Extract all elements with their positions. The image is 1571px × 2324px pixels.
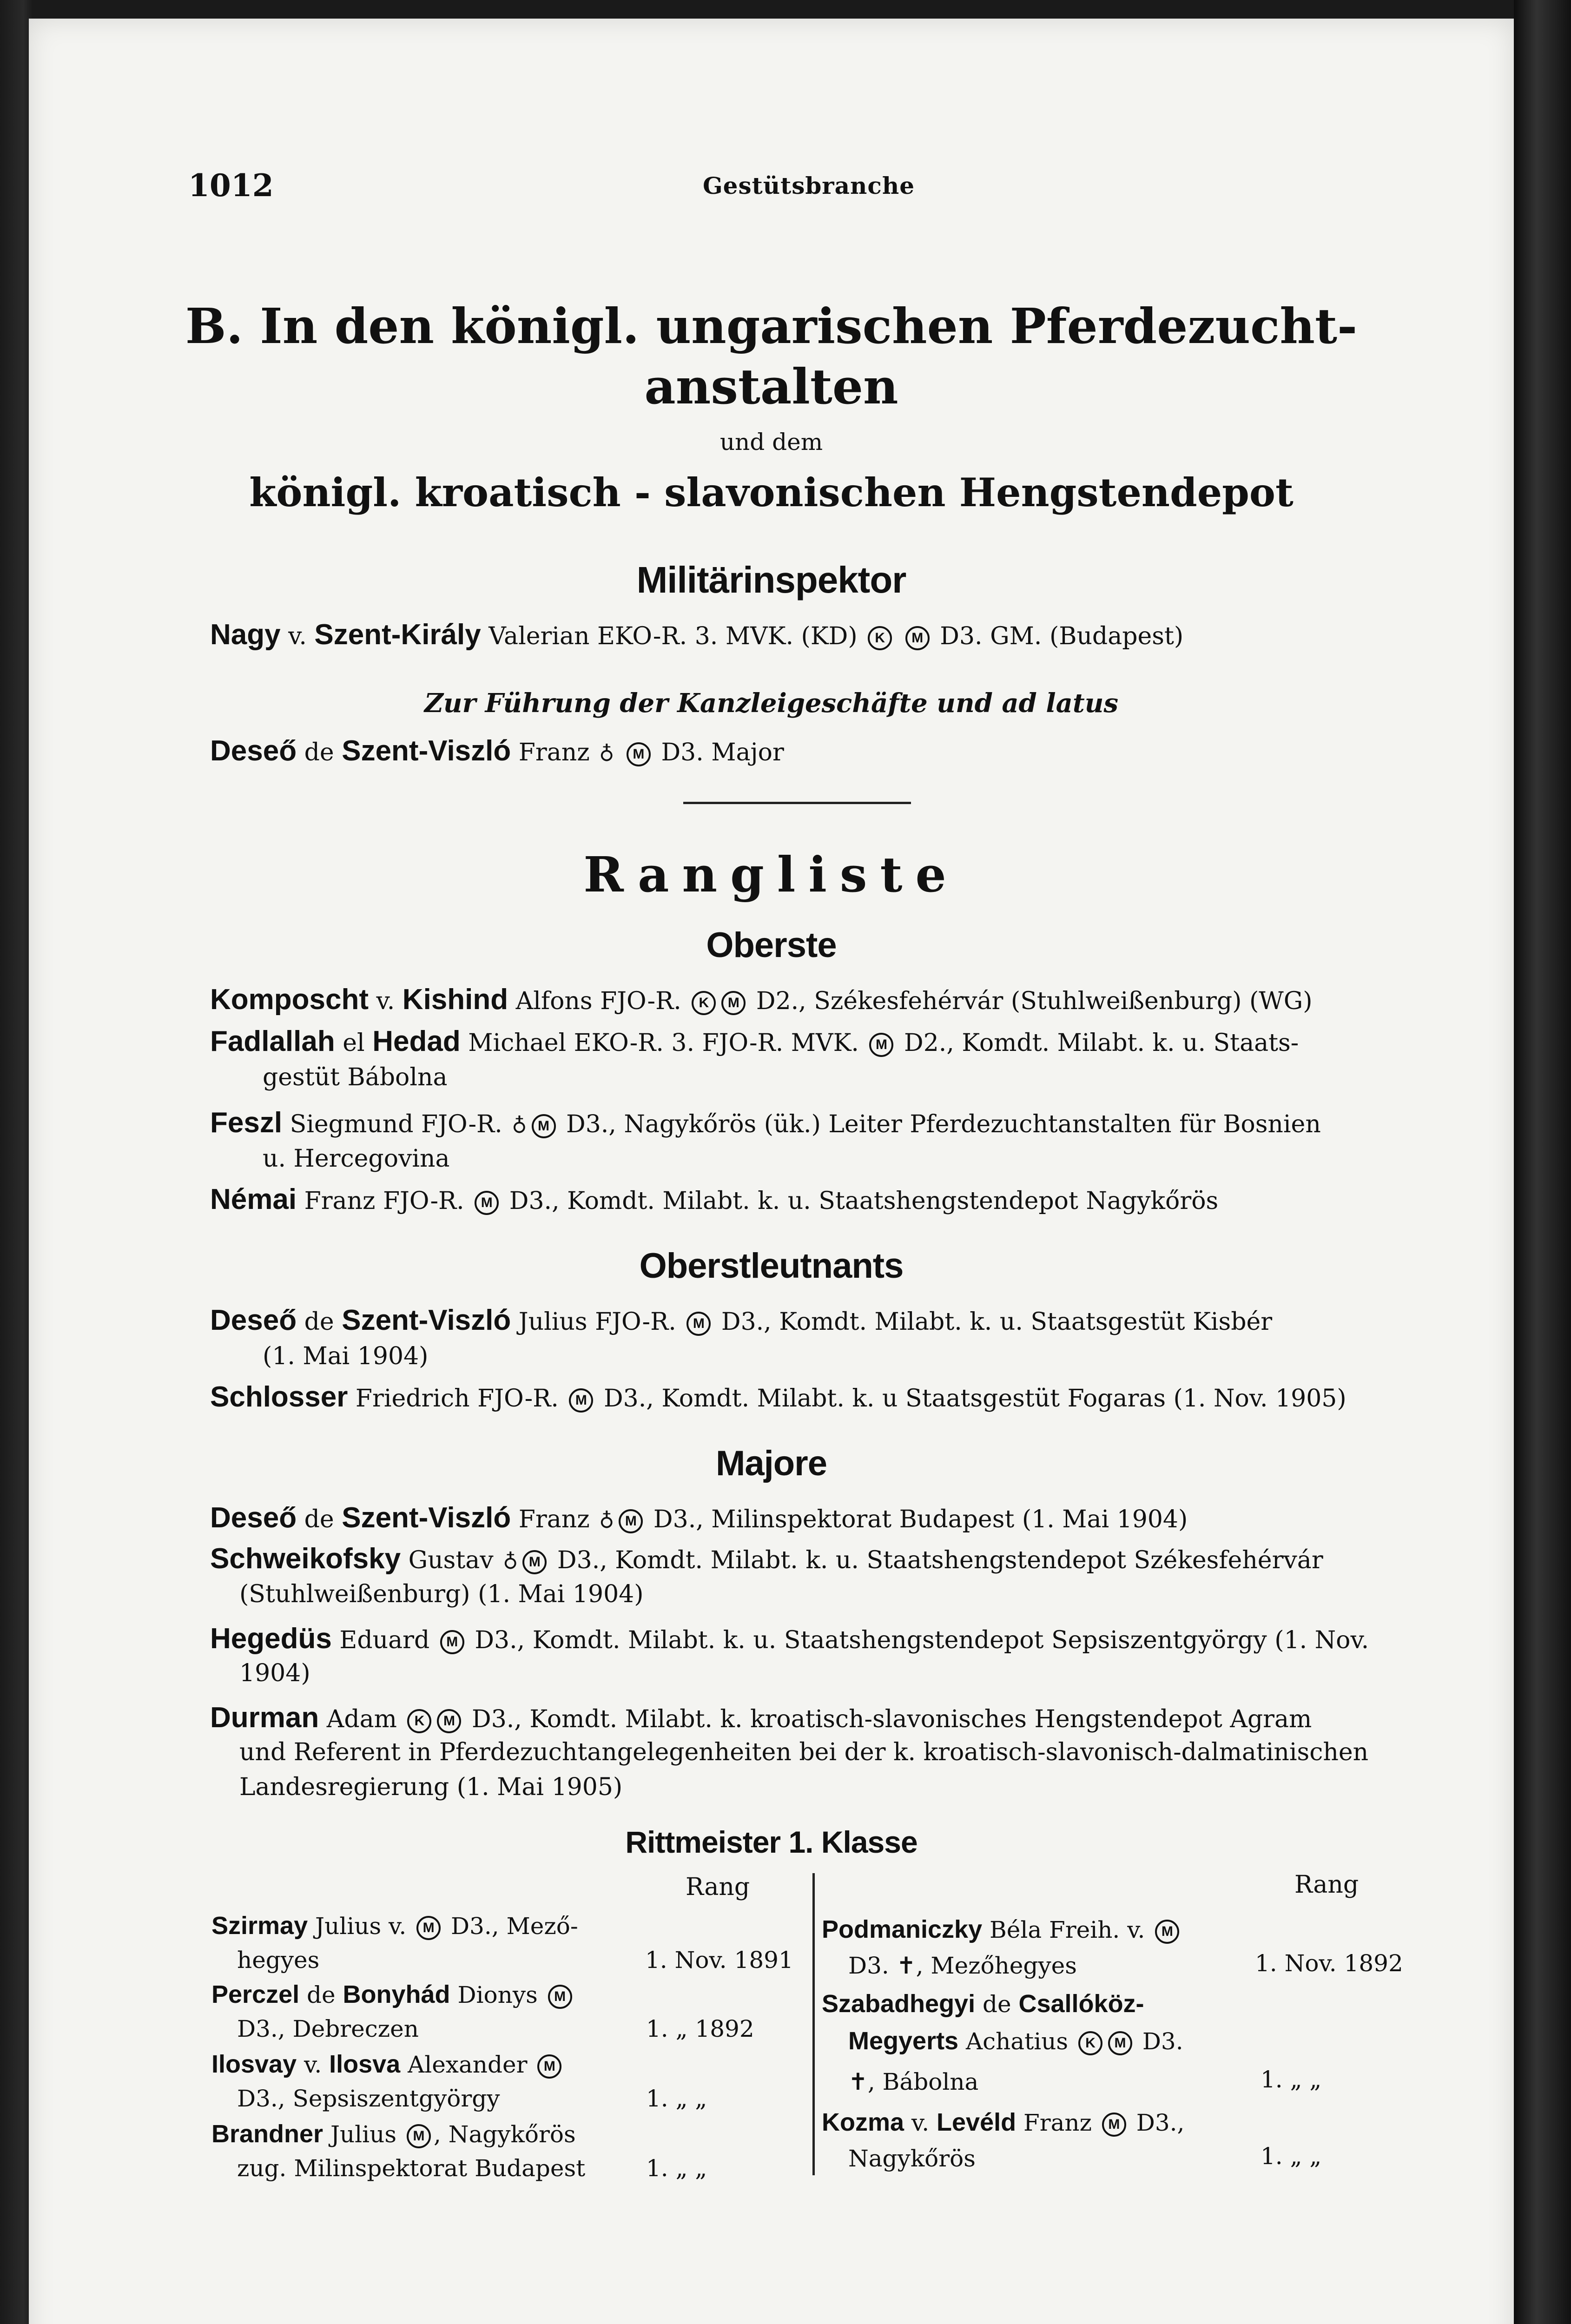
rittmeister-left-1-rank: 1. Nov. 1891 — [645, 1947, 793, 1974]
page-number: 1012 — [188, 167, 274, 204]
entry-text: Michael EKO-R. 3. FJO-R. MVK. — [460, 1029, 867, 1057]
entry-name-2: Bonyhád — [343, 1981, 450, 2008]
military-merit-icon: M — [627, 742, 651, 766]
rittmeister-right-2-cont-2: ✝, Bábolna — [848, 2068, 979, 2095]
entry-prefix: v. — [288, 622, 307, 650]
entry-text: Gustav — [401, 1546, 502, 1574]
rangliste-heading: Rangliste — [583, 846, 959, 903]
rittmeister-left-4-cont: zug. Milinspektorat Budapest — [237, 2155, 586, 2182]
military-merit-icon: M — [686, 1312, 711, 1336]
entry-tail: D3., Komdt. Milabt. k. u. Staatshengstendepot Nagykőrös — [502, 1187, 1219, 1215]
military-merit-icon: M — [532, 1114, 556, 1138]
entry-prefix: v. — [904, 2109, 937, 2136]
entry-text: Dionys — [450, 1981, 545, 2008]
rittmeister-right-1 — [822, 1915, 1182, 1944]
entry-text: Julius v. — [308, 1913, 414, 1940]
entry-tail: D3., Komdt. Milabt. k. u. Staatshengstendepot Sepsiszentgyörgy (1. Nov. — [467, 1626, 1369, 1654]
entry-text: Franz — [511, 1505, 598, 1533]
entry-name: Ilosvay — [211, 2050, 297, 2078]
entry-text: Eduard — [331, 1626, 437, 1654]
entry-text: Adam — [319, 1705, 405, 1733]
entry-name: Nagy — [210, 619, 281, 651]
entry-text: Siegmund FJO-R. — [282, 1110, 510, 1138]
entry-name-2: Levéld — [937, 2108, 1017, 2136]
entry-first: Franz — [518, 739, 590, 766]
entry-name: Feszl — [210, 1107, 283, 1139]
entry-name-2: Hedad — [372, 1025, 461, 1057]
entry-tail: D3., Komdt. Milabt. k. u. Staatshengstendepot Székesfehérvár — [549, 1546, 1323, 1574]
section-heading-rittmeister: Rittmeister 1. Klasse — [625, 1825, 918, 1859]
military-merit-icon: M — [1102, 2113, 1126, 2137]
military-merit-icon: M — [437, 1709, 461, 1733]
entry-name: Deseő — [210, 735, 297, 767]
oberst-entry-1 — [210, 983, 1313, 1016]
entry-name: Hegedüs — [210, 1623, 332, 1655]
entry-prefix: v. — [297, 2051, 330, 2078]
oberstleutnant-entry-1 — [210, 1304, 1272, 1337]
rittmeister-left-2 — [211, 1980, 575, 2009]
major-entry-4 — [210, 1701, 1312, 1734]
major-entry-4-cont: und Referent in Pferdezuchtangelegenheiten bei der k. kroatisch-slavonisch-dalmatinischen — [239, 1738, 1369, 1766]
entry-name-3: Megyerts — [848, 2027, 959, 2055]
entry-tail: D3., Komdt. Milabt. k. u. Staatsgestüt Kisbér — [713, 1308, 1273, 1336]
entry-text: Franz — [1016, 2109, 1099, 2136]
entry-text: Julius FJO-R. — [511, 1308, 684, 1336]
entry-name-2: Szent-Viszló — [342, 1502, 511, 1534]
oberst-entry-3 — [210, 1106, 1321, 1139]
divider-rule — [683, 802, 911, 804]
adlatus-heading: Zur Führung der Kanzleigeschäfte und ad latus — [424, 688, 1118, 719]
entry-name-2: Ilosva — [329, 2050, 401, 2078]
military-merit-icon: M — [407, 2124, 431, 2148]
section-heading-oberste: Oberste — [706, 925, 837, 965]
entry-tail: , Nagykőrös — [433, 2121, 576, 2148]
entry-tail: D3., Nagykőrös (ük.) Leiter Pferdezuchtanstalten für Bosnien — [558, 1110, 1321, 1138]
major-entry-2 — [210, 1542, 1323, 1575]
entry-name: Fadlallah — [210, 1025, 335, 1057]
oberstleutnant-entry-1-cont: (1. Mai 1904) — [263, 1342, 429, 1370]
title-line-1: B. In den königl. ungarischen Pferdezucht- — [185, 297, 1358, 355]
entry-tail: D3. Major — [661, 739, 784, 766]
running-head: Gestütsbranche — [702, 172, 915, 199]
entry-prefix: de — [304, 739, 334, 766]
entry-name: Brandner — [211, 2120, 323, 2148]
entry-tail: D3. GM. (Budapest) — [940, 622, 1184, 650]
entry-name-2: Csallóköz- — [1018, 1990, 1144, 2018]
adlatus-entry — [210, 734, 784, 767]
entry-tail: D3., Komdt. Milabt. k. kroatisch-slavonisches Hengstendepot Agram — [464, 1705, 1312, 1733]
entry-tail: D2., Székesfehérvár (Stuhlweißenburg) (WG) — [748, 987, 1313, 1015]
rittmeister-left-1-cont: hegyes — [237, 1947, 320, 1974]
knight-cross-icon: K — [1078, 2031, 1102, 2055]
entry-prefix: de — [299, 1981, 343, 2008]
military-merit-icon: M — [548, 1985, 572, 2009]
entry-name: Szirmay — [211, 1912, 308, 1940]
rittmeister-right-2-cont — [848, 2027, 1183, 2055]
rittmeister-right-3-cont: Nagykőrös — [848, 2145, 976, 2172]
entry-name-2: Kishind — [402, 984, 508, 1016]
entry-tail: D3., Milinspektorat Budapest (1. Mai 1904) — [646, 1505, 1188, 1533]
column-divider — [812, 1873, 815, 2175]
section-heading-oberstleutnants: Oberstleutnants — [639, 1246, 904, 1286]
entry-name: Perczel — [211, 1981, 300, 2008]
scan-edge — [1514, 0, 1571, 2324]
military-merit-icon: M — [1108, 2031, 1132, 2055]
military-merit-icon: M — [522, 1550, 547, 1574]
order-icon: ♁ — [599, 1509, 614, 1533]
entry-text: Béla Freih. v. — [982, 1916, 1153, 1943]
rang-label-right: Rang — [1294, 1871, 1359, 1899]
entry-text: Valerian EKO-R. 3. MVK. (KD) — [488, 622, 858, 650]
military-merit-icon: M — [416, 1916, 441, 1940]
rittmeister-left-3 — [211, 2050, 564, 2079]
order-icon: ♁ — [599, 742, 614, 766]
entry-name-2: Szent-Viszló — [342, 735, 511, 767]
entry-name-2: Szent-Király — [314, 619, 481, 651]
major-entry-3-cont: 1904) — [239, 1659, 310, 1687]
military-merit-icon: M — [721, 991, 746, 1015]
entry-tail: D3., Komdt. Milabt. k. u Staatsgestüt Fogaras (1. Nov. 1905) — [596, 1385, 1347, 1413]
military-merit-icon: M — [1155, 1920, 1179, 1944]
entry-tail: D3., Mező- — [443, 1913, 578, 1940]
entry-name: Szabadhegyi — [822, 1990, 976, 2018]
title-line-2: anstalten — [644, 358, 898, 415]
entry-name: Deseő — [210, 1304, 297, 1336]
rittmeister-left-4 — [211, 2119, 576, 2148]
major-entry-3 — [210, 1622, 1369, 1655]
oberst-entry-3-cont: u. Hercegovina — [263, 1145, 450, 1173]
rittmeister-right-3 — [822, 2108, 1184, 2137]
entry-tail: D3. — [1135, 2028, 1183, 2055]
entry-name: Némai — [210, 1183, 297, 1215]
entry-name: Durman — [210, 1702, 319, 1734]
entry-tail: D3., — [1129, 2109, 1185, 2136]
military-merit-icon: M — [869, 1033, 893, 1057]
military-merit-icon: M — [440, 1630, 464, 1654]
title-und: und dem — [719, 429, 823, 456]
entry-text: Franz FJO-R. — [297, 1187, 472, 1215]
major-entry-1 — [210, 1501, 1188, 1534]
order-icon: ♁ — [503, 1550, 518, 1574]
entry-name: Schweikofsky — [210, 1543, 401, 1575]
entry-name: Kozma — [822, 2108, 904, 2136]
rittmeister-right-2 — [822, 1989, 1144, 2018]
inspector-entry — [210, 618, 1183, 651]
rittmeister-right-2-rank: 1. „ „ — [1261, 2066, 1322, 2093]
heading-militarinspektor: Militärinspektor — [636, 559, 906, 601]
oberstleutnant-entry-2 — [210, 1380, 1347, 1413]
entry-text: Alfons FJO-R. — [508, 987, 689, 1015]
rittmeister-left-3-cont: D3., Sepsiszentgyörgy — [237, 2085, 500, 2112]
oberst-entry-2-cont: gestüt Bábolna — [263, 1063, 448, 1091]
title-line-3: königl. kroatisch - slavonischen Hengstendepot — [249, 469, 1294, 515]
entry-prefix: de — [297, 1308, 342, 1336]
major-entry-4-cont-2: Landesregierung (1. Mai 1905) — [239, 1773, 623, 1801]
section-heading-majore: Majore — [716, 1444, 827, 1483]
rittmeister-left-4-rank: 1. „ „ — [646, 2155, 707, 2182]
entry-prefix: de — [975, 1991, 1019, 2018]
military-merit-icon: M — [569, 1388, 593, 1413]
military-merit-icon: M — [475, 1191, 499, 1215]
oberst-entry-2 — [210, 1025, 1299, 1058]
entry-tail: D2., Komdt. Milabt. k. u. Staats- — [896, 1029, 1299, 1057]
entry-text: Julius — [323, 2121, 404, 2148]
entry-name: Schlosser — [210, 1381, 348, 1413]
knight-cross-icon: K — [692, 991, 716, 1015]
rittmeister-left-1 — [211, 1911, 578, 1940]
entry-name: Deseő — [210, 1502, 297, 1534]
military-merit-icon: M — [537, 2054, 561, 2079]
rittmeister-left-2-rank: 1. „ 1892 — [646, 2015, 754, 2042]
major-entry-2-cont: (Stuhlweißenburg) (1. Mai 1904) — [239, 1580, 644, 1608]
oberst-entry-4 — [210, 1183, 1218, 1216]
knight-cross-icon: K — [407, 1709, 431, 1733]
rittmeister-left-2-cont: D3., Debreczen — [237, 2015, 419, 2042]
entry-text: Achatius — [958, 2028, 1076, 2055]
entry-prefix: de — [297, 1505, 342, 1533]
entry-text: Alexander — [400, 2051, 535, 2078]
entry-name: Podmaniczky — [822, 1915, 983, 1943]
military-merit-icon: M — [619, 1509, 643, 1533]
order-icon: ♁ — [512, 1114, 527, 1138]
knight-cross-icon: K — [868, 626, 892, 650]
entry-name-2: Szent-Viszló — [342, 1304, 511, 1336]
rittmeister-left-3-rank: 1. „ „ — [646, 2085, 707, 2112]
rittmeister-right-3-rank: 1. „ „ — [1261, 2143, 1322, 2170]
entry-text: Friedrich FJO-R. — [348, 1385, 567, 1413]
entry-name: Komposcht — [210, 984, 369, 1016]
entry-prefix: el — [335, 1029, 373, 1057]
entry-prefix: v. — [369, 987, 403, 1015]
rittmeister-right-1-cont: D3. ✝, Mezőhegyes — [848, 1952, 1077, 1979]
rittmeister-right-1-rank: 1. Nov. 1892 — [1255, 1950, 1403, 1977]
rang-label-left: Rang — [686, 1873, 750, 1901]
military-merit-icon: M — [905, 626, 930, 650]
